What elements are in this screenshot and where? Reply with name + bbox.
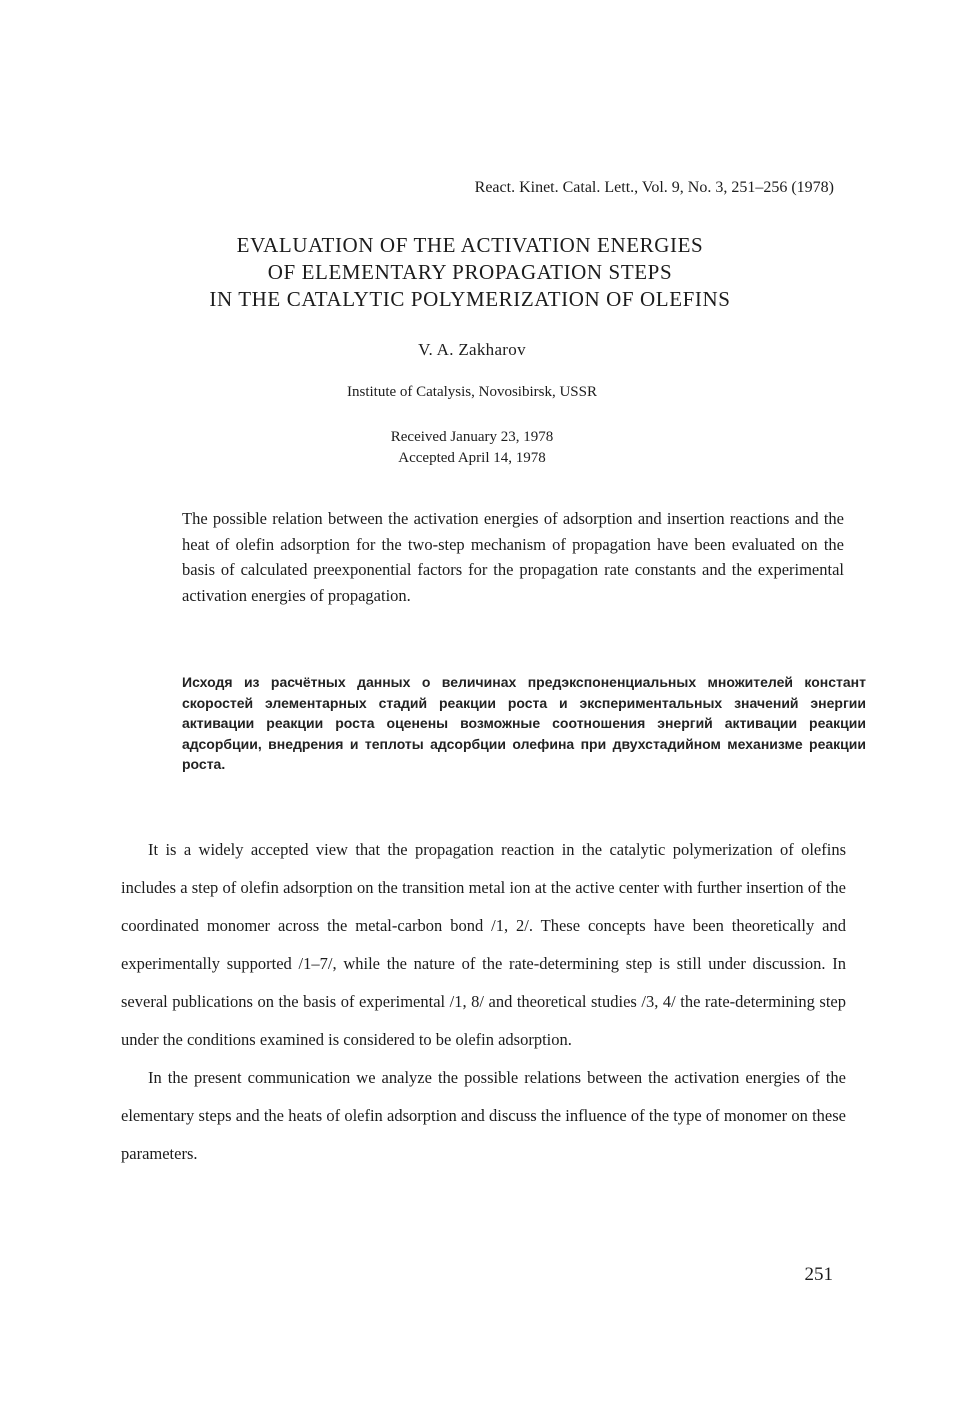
journal-reference: React. Kinet. Catal. Lett., Vol. 9, No. 3, 251–256 (1978) (474, 179, 834, 196)
body-paragraph-2: In the present communication we analyze the possible relations between the activation energies of the elementary steps and the heats of olefin adsorption and discuss the influence of the type of monomer on these parameters. (121, 1068, 846, 1163)
title-line-1: EVALUATION OF THE ACTIVATION ENERGIES (236, 233, 704, 257)
body-paragraph-1: It is a widely accepted view that the propagation reaction in the catalytic polymerization of olefins includes a step of olefin adsorption on the transition metal ion at the active center with further insertion of the coordinated monomer across the metal-carbon bond /1, 2/. These concepts have been theoretically and experimentally supported /1–7/, while the nature of the rate-determining step is still under discussion. In several publications on the basis of experimental /1, 8/ and theoretical studies /3, 4/ the rate-determining step under the conditions examined is considered to be olefin adsorption. (121, 840, 846, 1049)
body-text (121, 831, 846, 1173)
article-title (0, 232, 940, 313)
abstract-russian: Исходя из расчётных данных о величинах предэкспоненциальных множителей констант скоростей элементарных стадий реакции роста и экспериментальных значений энергии активации реакции роста оценены возможные соотношения энергий активации реакции адсорбции, внедрения и теплоты адсорбции олефина при двухстадийном механизме реакции роста. (182, 674, 866, 772)
page-number: 251 (804, 1264, 833, 1285)
accepted-date: Accepted April 14, 1978 (398, 450, 546, 466)
author-name: V. A. Zakharov (418, 340, 526, 359)
received-date: Received January 23, 1978 (390, 429, 554, 445)
author-affiliation: Institute of Catalysis, Novosibirsk, USSR (346, 384, 597, 400)
title-line-3: IN THE CATALYTIC POLYMERIZATION OF OLEFINS (209, 287, 731, 311)
abstract-english: The possible relation between the activation energies of adsorption and insertion reactions and the heat of olefin adsorption for the two-step mechanism of propagation have been evaluated on the basis of calculated preexponential factors for the propagation rate constants and the experimental activation energies of propagation. (182, 509, 844, 605)
title-line-2: OF ELEMENTARY PROPAGATION STEPS (267, 260, 673, 284)
article-dates (0, 427, 944, 469)
